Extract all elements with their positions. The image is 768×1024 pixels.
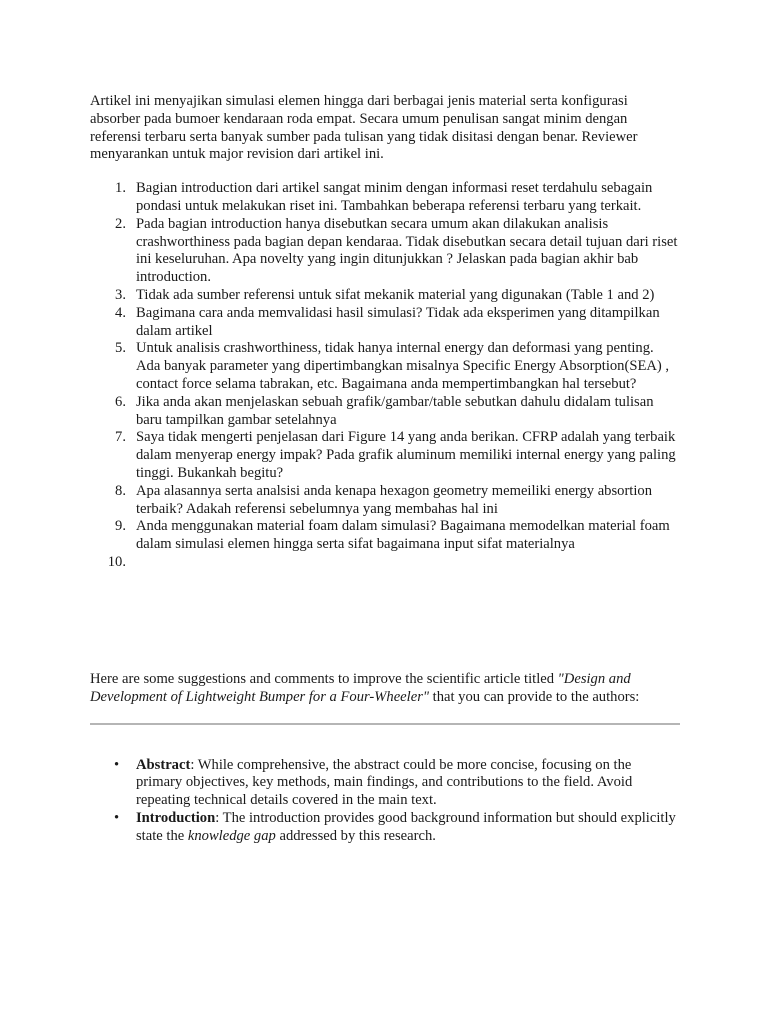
- suggestion-list: [90, 757, 680, 846]
- list-item: [90, 394, 680, 430]
- item-number: 8.: [115, 482, 126, 499]
- item-text: Pada bagian introduction hanya disebutkan secara umum akan dilakukan analisis crashworthiness pada bagian depan kendaraa. Tidak disebutkan secara detail tujuan dari riset ini keseluruhan. Apa novelty yang ingin ditunjukkan ? Jelaskan pada bagian akhir bab introduction.: [136, 215, 678, 286]
- list-item: [90, 757, 680, 810]
- item-text: Apa alasannya serta analsisi anda kenapa hexagon geometry memeiliki energy absortion terbaik? Adakah referensi sebelumnya yang membahas hal ini: [136, 482, 653, 517]
- article-title: "Design and Development of Lightweight Bumper for a Four-Wheeler": [90, 670, 631, 705]
- list-item: [90, 340, 680, 393]
- suggestion-emphasis: knowledge gap: [187, 827, 276, 844]
- item-text: Anda menggunakan material foam dalam simulasi? Bagaimana memodelkan material foam dalam simulasi elemen hingga serta sifat bagaimana input sifat materialnya: [136, 518, 670, 553]
- item-text: Bagimana cara anda memvalidasi hasil simulasi? Tidak ada eksperimen yang ditampilkan dalam artikel: [136, 304, 660, 339]
- suggestion-text: : While comprehensive, the abstract could be more concise, focusing on the primary objectives, key methods, main findings, and contributions to the field. Avoid repeating technical details covered in the main text.: [136, 756, 633, 809]
- suggestion-label: Introduction: [136, 809, 216, 826]
- list-item: [90, 305, 680, 341]
- item-number: 9.: [115, 518, 126, 535]
- list-item: [90, 518, 680, 554]
- item-text: Tidak ada sumber referensi untuk sifat mekanik material yang digunakan (Table 1 and 2): [136, 286, 655, 303]
- horizontal-rule: [90, 723, 680, 725]
- item-number: 7.: [115, 429, 126, 446]
- document-page: [90, 93, 680, 846]
- lead-text-after: that you can provide to the authors:: [429, 688, 640, 705]
- item-text: Bagian introduction dari artikel sangat minim dengan informasi reset terdahulu sebagain pondasi untuk melakukan riset ini. Tambahkan beberapa referensi terbaru yang terkait.: [136, 180, 653, 214]
- suggestion-text-after: addressed by this research.: [275, 827, 436, 844]
- item-text: Jika anda akan menjelaskan sebuah grafik/gambar/table sebutkan dahulu didalam tulisan baru tampilkan gambar setelahnya: [136, 393, 654, 428]
- item-number: 10.: [107, 553, 126, 570]
- item-text: Saya tidak mengerti penjelasan dari Figure 14 yang anda berikan. CFRP adalah yang terbaik dalam menyerap energy impak? Pada grafik aluminum memiliki internal energy yang paling tinggi. Bukankah begitu?: [136, 429, 676, 481]
- item-number: 1.: [115, 180, 126, 197]
- review-comment-list: [90, 180, 680, 570]
- suggestion-text: : The introduction provides good background information but should explicitly state the: [136, 809, 676, 844]
- item-number: 6.: [115, 393, 126, 410]
- list-item: [90, 483, 680, 519]
- lead-text-before: Here are some suggestions and comments to improve the scientific article titled: [90, 670, 558, 687]
- bullet-icon: •: [114, 809, 120, 826]
- item-number: 4.: [115, 304, 126, 321]
- suggestions-lead-paragraph: [90, 671, 680, 707]
- bullet-icon: •: [114, 756, 120, 773]
- item-text: Untuk analisis crashworthiness, tidak hanya internal energy dan deformasi yang penting. Ada banyak parameter yang dipertimbangkan misalnya Specific Energy Absorption(SEA) , contact force selama tabrakan, etc. Bagaimana anda mempertimbangkan hal tersebut?: [136, 340, 670, 392]
- blank-space: [90, 554, 680, 671]
- list-item: [90, 216, 680, 287]
- list-item: [90, 180, 680, 216]
- review-intro-paragraph: Artikel ini menyajikan simulasi elemen hingga dari berbagai jenis material serta konfigurasi absorber pada bumoer kendaraan roda empat. Secara umum penulisan sangat minim dengan referensi terbaru serta banyak sumber pada tulisan yang tidak disitasi dengan benar. Reviewer menyarankan untuk major revision dari artikel ini.: [90, 93, 638, 163]
- list-item: [90, 429, 680, 482]
- item-number: 2.: [115, 215, 126, 232]
- suggestion-label: Abstract: [136, 756, 191, 773]
- list-item: [90, 810, 680, 846]
- item-number: 3.: [115, 286, 126, 303]
- item-number: 5.: [115, 340, 126, 357]
- list-item: [90, 287, 680, 305]
